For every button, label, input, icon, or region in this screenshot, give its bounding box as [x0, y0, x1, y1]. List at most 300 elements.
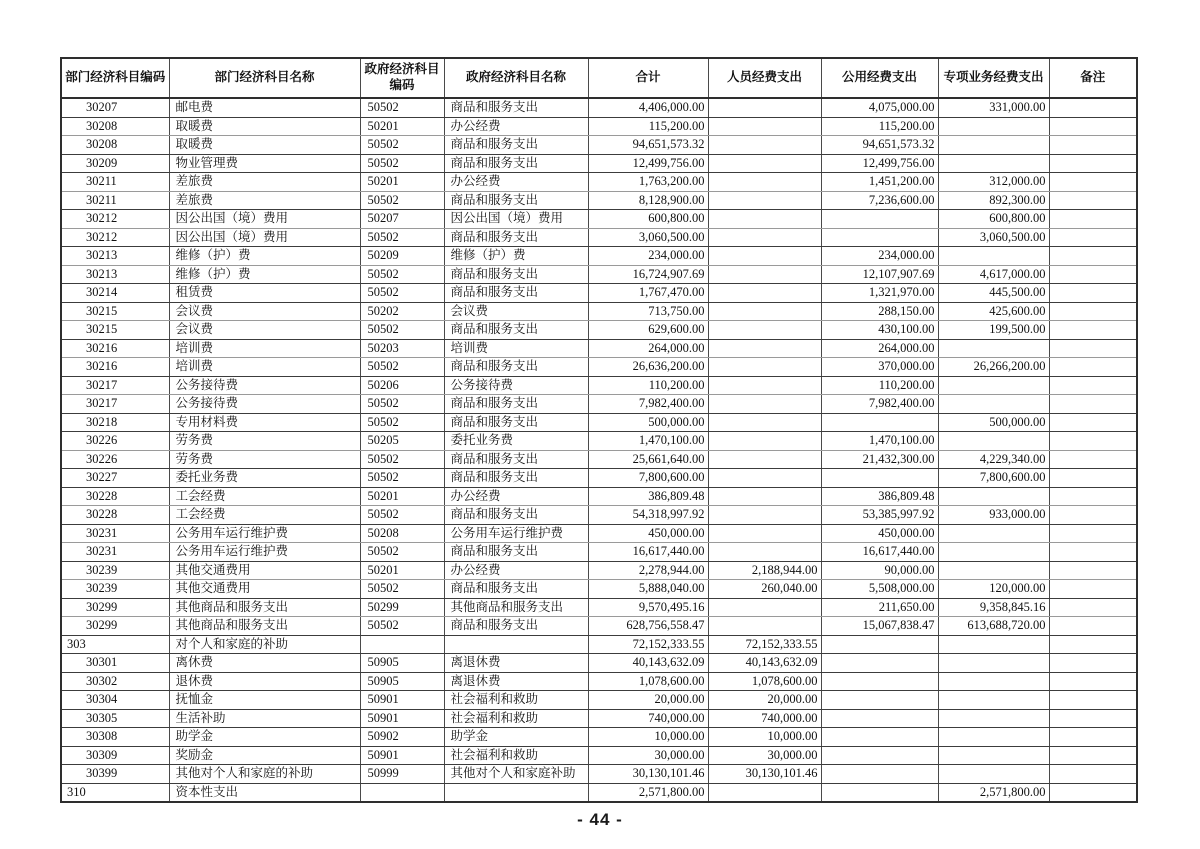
remark-cell — [1049, 487, 1137, 506]
dept-code-cell: 30399 — [61, 765, 169, 784]
total-cell: 600,800.00 — [588, 210, 708, 229]
total-cell: 94,651,573.32 — [588, 136, 708, 155]
public-expense-cell — [821, 691, 938, 710]
gov-code-cell: 50905 — [360, 672, 444, 691]
col-header-personnel: 人员经费支出 — [708, 58, 821, 98]
total-cell: 25,661,640.00 — [588, 450, 708, 469]
total-cell: 16,724,907.69 — [588, 265, 708, 284]
dept-code-cell: 30215 — [61, 321, 169, 340]
gov-code-cell: 50502 — [360, 191, 444, 210]
total-cell: 3,060,500.00 — [588, 228, 708, 247]
special-expense-cell — [938, 432, 1049, 451]
dept-name-cell: 取暖费 — [169, 136, 360, 155]
table-row — [61, 395, 1137, 414]
gov-name-cell: 商品和服务支出 — [444, 136, 588, 155]
table-row — [61, 506, 1137, 525]
special-expense-cell — [938, 154, 1049, 173]
total-cell: 2,571,800.00 — [588, 783, 708, 802]
gov-name-cell: 培训费 — [444, 339, 588, 358]
public-expense-cell — [821, 469, 938, 488]
total-cell: 4,406,000.00 — [588, 98, 708, 117]
dept-name-cell: 其他交通费用 — [169, 561, 360, 580]
remark-cell — [1049, 247, 1137, 266]
dept-name-cell: 其他商品和服务支出 — [169, 598, 360, 617]
table-row — [61, 413, 1137, 432]
table-row — [61, 247, 1137, 266]
total-cell: 500,000.00 — [588, 413, 708, 432]
special-expense-cell — [938, 117, 1049, 136]
dept-name-cell: 工会经费 — [169, 487, 360, 506]
gov-code-cell: 50201 — [360, 561, 444, 580]
dept-name-cell: 助学金 — [169, 728, 360, 747]
remark-cell — [1049, 265, 1137, 284]
gov-name-cell: 因公出国（境）费用 — [444, 210, 588, 229]
gov-name-cell: 委托业务费 — [444, 432, 588, 451]
dept-code-cell: 30226 — [61, 432, 169, 451]
remark-cell — [1049, 746, 1137, 765]
table-header — [61, 58, 1137, 98]
table-body — [61, 98, 1137, 802]
gov-name-cell: 商品和服务支出 — [444, 395, 588, 414]
gov-code-cell: 50999 — [360, 765, 444, 784]
personnel-expense-cell — [708, 395, 821, 414]
total-cell: 2,278,944.00 — [588, 561, 708, 580]
gov-code-cell: 50905 — [360, 654, 444, 673]
dept-name-cell: 劳务费 — [169, 432, 360, 451]
special-expense-cell: 120,000.00 — [938, 580, 1049, 599]
personnel-expense-cell — [708, 506, 821, 525]
personnel-expense-cell: 20,000.00 — [708, 691, 821, 710]
gov-code-cell — [360, 783, 444, 802]
table-row — [61, 635, 1137, 654]
public-expense-cell — [821, 746, 938, 765]
dept-name-cell: 会议费 — [169, 321, 360, 340]
total-cell: 115,200.00 — [588, 117, 708, 136]
gov-name-cell: 社会福利和救助 — [444, 746, 588, 765]
table-row — [61, 617, 1137, 636]
total-cell: 629,600.00 — [588, 321, 708, 340]
table-row — [61, 191, 1137, 210]
gov-name-cell — [444, 635, 588, 654]
dept-code-cell: 30214 — [61, 284, 169, 303]
dept-code-cell: 30216 — [61, 339, 169, 358]
total-cell: 7,800,600.00 — [588, 469, 708, 488]
total-cell: 264,000.00 — [588, 339, 708, 358]
total-cell: 7,982,400.00 — [588, 395, 708, 414]
gov-code-cell: 50205 — [360, 432, 444, 451]
public-expense-cell: 288,150.00 — [821, 302, 938, 321]
table-row — [61, 524, 1137, 543]
gov-code-cell: 50502 — [360, 284, 444, 303]
gov-code-cell: 50299 — [360, 598, 444, 617]
gov-code-cell: 50502 — [360, 98, 444, 117]
total-cell: 1,078,600.00 — [588, 672, 708, 691]
public-expense-cell: 4,075,000.00 — [821, 98, 938, 117]
gov-code-cell: 50902 — [360, 728, 444, 747]
dept-name-cell: 对个人和家庭的补助 — [169, 635, 360, 654]
dept-code-cell: 30304 — [61, 691, 169, 710]
total-cell: 1,470,100.00 — [588, 432, 708, 451]
personnel-expense-cell — [708, 228, 821, 247]
table-row — [61, 469, 1137, 488]
personnel-expense-cell — [708, 543, 821, 562]
dept-code-cell: 30299 — [61, 617, 169, 636]
gov-code-cell: 50502 — [360, 358, 444, 377]
dept-code-cell: 30227 — [61, 469, 169, 488]
personnel-expense-cell — [708, 321, 821, 340]
gov-code-cell: 50502 — [360, 450, 444, 469]
gov-code-cell — [360, 635, 444, 654]
special-expense-cell — [938, 746, 1049, 765]
gov-name-cell: 办公经费 — [444, 173, 588, 192]
gov-name-cell: 其他商品和服务支出 — [444, 598, 588, 617]
gov-name-cell: 商品和服务支出 — [444, 580, 588, 599]
total-cell: 26,636,200.00 — [588, 358, 708, 377]
public-expense-cell: 12,107,907.69 — [821, 265, 938, 284]
dept-name-cell: 委托业务费 — [169, 469, 360, 488]
special-expense-cell: 600,800.00 — [938, 210, 1049, 229]
personnel-expense-cell: 1,078,600.00 — [708, 672, 821, 691]
public-expense-cell — [821, 783, 938, 802]
table-row — [61, 672, 1137, 691]
gov-code-cell: 50502 — [360, 580, 444, 599]
total-cell: 12,499,756.00 — [588, 154, 708, 173]
gov-name-cell: 维修（护）费 — [444, 247, 588, 266]
public-expense-cell — [821, 728, 938, 747]
total-cell: 1,763,200.00 — [588, 173, 708, 192]
public-expense-cell: 234,000.00 — [821, 247, 938, 266]
remark-cell — [1049, 395, 1137, 414]
dept-code-cell: 30231 — [61, 524, 169, 543]
gov-name-cell: 商品和服务支出 — [444, 98, 588, 117]
dept-code-cell: 30305 — [61, 709, 169, 728]
dept-code-cell: 30213 — [61, 265, 169, 284]
remark-cell — [1049, 654, 1137, 673]
total-cell: 713,750.00 — [588, 302, 708, 321]
dept-code-cell: 30309 — [61, 746, 169, 765]
personnel-expense-cell — [708, 302, 821, 321]
personnel-expense-cell — [708, 339, 821, 358]
special-expense-cell: 445,500.00 — [938, 284, 1049, 303]
table-row — [61, 302, 1137, 321]
public-expense-cell — [821, 635, 938, 654]
table-row — [61, 376, 1137, 395]
special-expense-cell: 3,060,500.00 — [938, 228, 1049, 247]
col-header-total: 合计 — [588, 58, 708, 98]
total-cell: 386,809.48 — [588, 487, 708, 506]
table-row — [61, 228, 1137, 247]
remark-cell — [1049, 691, 1137, 710]
remark-cell — [1049, 173, 1137, 192]
gov-name-cell: 助学金 — [444, 728, 588, 747]
table-row — [61, 358, 1137, 377]
dept-name-cell: 培训费 — [169, 358, 360, 377]
special-expense-cell — [938, 691, 1049, 710]
personnel-expense-cell: 740,000.00 — [708, 709, 821, 728]
gov-name-cell: 商品和服务支出 — [444, 228, 588, 247]
special-expense-cell — [938, 635, 1049, 654]
gov-code-cell: 50502 — [360, 543, 444, 562]
total-cell: 16,617,440.00 — [588, 543, 708, 562]
total-cell: 110,200.00 — [588, 376, 708, 395]
table-row — [61, 765, 1137, 784]
personnel-expense-cell — [708, 487, 821, 506]
gov-code-cell: 50502 — [360, 228, 444, 247]
special-expense-cell — [938, 654, 1049, 673]
dept-code-cell: 30302 — [61, 672, 169, 691]
col-header-remark: 备注 — [1049, 58, 1137, 98]
table-row — [61, 284, 1137, 303]
remark-cell — [1049, 228, 1137, 247]
special-expense-cell — [938, 247, 1049, 266]
special-expense-cell — [938, 728, 1049, 747]
dept-name-cell: 其他交通费用 — [169, 580, 360, 599]
special-expense-cell: 26,266,200.00 — [938, 358, 1049, 377]
gov-name-cell: 离退休费 — [444, 672, 588, 691]
personnel-expense-cell — [708, 136, 821, 155]
remark-cell — [1049, 728, 1137, 747]
remark-cell — [1049, 302, 1137, 321]
personnel-expense-cell — [708, 284, 821, 303]
gov-code-cell: 50502 — [360, 321, 444, 340]
special-expense-cell: 4,617,000.00 — [938, 265, 1049, 284]
public-expense-cell: 7,982,400.00 — [821, 395, 938, 414]
gov-name-cell: 办公经费 — [444, 561, 588, 580]
table-row — [61, 98, 1137, 117]
personnel-expense-cell — [708, 191, 821, 210]
gov-code-cell: 50207 — [360, 210, 444, 229]
table-row — [61, 265, 1137, 284]
total-cell: 72,152,333.55 — [588, 635, 708, 654]
public-expense-cell: 430,100.00 — [821, 321, 938, 340]
special-expense-cell — [938, 709, 1049, 728]
table-row — [61, 154, 1137, 173]
gov-code-cell: 50901 — [360, 746, 444, 765]
table-row — [61, 543, 1137, 562]
col-header-public: 公用经费支出 — [821, 58, 938, 98]
remark-cell — [1049, 783, 1137, 802]
gov-code-cell: 50502 — [360, 395, 444, 414]
public-expense-cell — [821, 709, 938, 728]
dept-name-cell: 培训费 — [169, 339, 360, 358]
gov-code-cell: 50502 — [360, 617, 444, 636]
total-cell: 450,000.00 — [588, 524, 708, 543]
special-expense-cell: 2,571,800.00 — [938, 783, 1049, 802]
gov-code-cell: 50502 — [360, 506, 444, 525]
dept-name-cell: 取暖费 — [169, 117, 360, 136]
public-expense-cell: 5,508,000.00 — [821, 580, 938, 599]
gov-code-cell: 50203 — [360, 339, 444, 358]
table-row — [61, 783, 1137, 802]
dept-code-cell: 30299 — [61, 598, 169, 617]
public-expense-cell: 94,651,573.32 — [821, 136, 938, 155]
remark-cell — [1049, 524, 1137, 543]
table-row — [61, 654, 1137, 673]
personnel-expense-cell: 30,130,101.46 — [708, 765, 821, 784]
dept-name-cell: 退休费 — [169, 672, 360, 691]
gov-name-cell: 商品和服务支出 — [444, 321, 588, 340]
page-number: - 44 - — [577, 810, 623, 829]
gov-code-cell: 50502 — [360, 136, 444, 155]
public-expense-cell: 1,470,100.00 — [821, 432, 938, 451]
remark-cell — [1049, 413, 1137, 432]
remark-cell — [1049, 635, 1137, 654]
remark-cell — [1049, 321, 1137, 340]
public-expense-cell — [821, 765, 938, 784]
dept-name-cell: 工会经费 — [169, 506, 360, 525]
total-cell: 30,130,101.46 — [588, 765, 708, 784]
gov-code-cell: 50502 — [360, 413, 444, 432]
dept-name-cell: 会议费 — [169, 302, 360, 321]
table-row — [61, 210, 1137, 229]
personnel-expense-cell: 40,143,632.09 — [708, 654, 821, 673]
special-expense-cell: 7,800,600.00 — [938, 469, 1049, 488]
special-expense-cell: 500,000.00 — [938, 413, 1049, 432]
total-cell: 30,000.00 — [588, 746, 708, 765]
remark-cell — [1049, 765, 1137, 784]
gov-code-cell: 50206 — [360, 376, 444, 395]
gov-name-cell: 办公经费 — [444, 117, 588, 136]
public-expense-cell: 386,809.48 — [821, 487, 938, 506]
table-row — [61, 580, 1137, 599]
personnel-expense-cell — [708, 210, 821, 229]
personnel-expense-cell — [708, 117, 821, 136]
dept-code-cell: 30217 — [61, 376, 169, 395]
table-row — [61, 561, 1137, 580]
gov-code-cell: 50502 — [360, 154, 444, 173]
public-expense-cell — [821, 654, 938, 673]
table-row — [61, 173, 1137, 192]
special-expense-cell — [938, 672, 1049, 691]
gov-code-cell: 50208 — [360, 524, 444, 543]
public-expense-cell: 7,236,600.00 — [821, 191, 938, 210]
total-cell: 40,143,632.09 — [588, 654, 708, 673]
remark-cell — [1049, 580, 1137, 599]
gov-name-cell: 商品和服务支出 — [444, 358, 588, 377]
personnel-expense-cell — [708, 450, 821, 469]
special-expense-cell: 933,000.00 — [938, 506, 1049, 525]
personnel-expense-cell — [708, 617, 821, 636]
remark-cell — [1049, 339, 1137, 358]
dept-code-cell: 30211 — [61, 173, 169, 192]
special-expense-cell — [938, 543, 1049, 562]
total-cell: 740,000.00 — [588, 709, 708, 728]
personnel-expense-cell — [708, 98, 821, 117]
remark-cell — [1049, 561, 1137, 580]
remark-cell — [1049, 98, 1137, 117]
dept-code-cell: 310 — [61, 783, 169, 802]
table-row — [61, 136, 1137, 155]
personnel-expense-cell — [708, 432, 821, 451]
remark-cell — [1049, 672, 1137, 691]
gov-code-cell: 50201 — [360, 117, 444, 136]
personnel-expense-cell: 260,040.00 — [708, 580, 821, 599]
public-expense-cell: 1,451,200.00 — [821, 173, 938, 192]
gov-code-cell: 50201 — [360, 487, 444, 506]
public-expense-cell: 90,000.00 — [821, 561, 938, 580]
table-row — [61, 450, 1137, 469]
table-row — [61, 432, 1137, 451]
gov-code-cell: 50901 — [360, 709, 444, 728]
remark-cell — [1049, 284, 1137, 303]
public-expense-cell — [821, 413, 938, 432]
dept-name-cell: 抚恤金 — [169, 691, 360, 710]
dept-name-cell: 离休费 — [169, 654, 360, 673]
dept-code-cell: 30212 — [61, 228, 169, 247]
dept-code-cell: 30211 — [61, 191, 169, 210]
public-expense-cell: 211,650.00 — [821, 598, 938, 617]
remark-cell — [1049, 136, 1137, 155]
gov-name-cell: 商品和服务支出 — [444, 413, 588, 432]
public-expense-cell: 264,000.00 — [821, 339, 938, 358]
dept-code-cell: 30208 — [61, 117, 169, 136]
gov-code-cell: 50502 — [360, 265, 444, 284]
dept-code-cell: 30207 — [61, 98, 169, 117]
gov-name-cell: 商品和服务支出 — [444, 469, 588, 488]
public-expense-cell: 1,321,970.00 — [821, 284, 938, 303]
special-expense-cell: 312,000.00 — [938, 173, 1049, 192]
remark-cell — [1049, 191, 1137, 210]
personnel-expense-cell — [708, 413, 821, 432]
dept-code-cell: 30209 — [61, 154, 169, 173]
table-row — [61, 117, 1137, 136]
special-expense-cell: 892,300.00 — [938, 191, 1049, 210]
dept-code-cell: 303 — [61, 635, 169, 654]
gov-code-cell: 50201 — [360, 173, 444, 192]
remark-cell — [1049, 450, 1137, 469]
special-expense-cell — [938, 339, 1049, 358]
special-expense-cell: 4,229,340.00 — [938, 450, 1049, 469]
table-row — [61, 321, 1137, 340]
budget-table-container — [60, 57, 1136, 803]
gov-name-cell: 商品和服务支出 — [444, 450, 588, 469]
gov-name-cell: 商品和服务支出 — [444, 284, 588, 303]
table-row — [61, 746, 1137, 765]
gov-name-cell: 社会福利和救助 — [444, 691, 588, 710]
public-expense-cell: 21,432,300.00 — [821, 450, 938, 469]
personnel-expense-cell — [708, 358, 821, 377]
special-expense-cell — [938, 136, 1049, 155]
special-expense-cell: 9,358,845.16 — [938, 598, 1049, 617]
dept-name-cell: 生活补助 — [169, 709, 360, 728]
personnel-expense-cell — [708, 376, 821, 395]
dept-name-cell: 其他商品和服务支出 — [169, 617, 360, 636]
gov-name-cell: 商品和服务支出 — [444, 617, 588, 636]
public-expense-cell: 16,617,440.00 — [821, 543, 938, 562]
personnel-expense-cell: 30,000.00 — [708, 746, 821, 765]
gov-name-cell: 公务用车运行维护费 — [444, 524, 588, 543]
dept-name-cell: 公务用车运行维护费 — [169, 524, 360, 543]
dept-code-cell: 30308 — [61, 728, 169, 747]
gov-code-cell: 50202 — [360, 302, 444, 321]
personnel-expense-cell — [708, 598, 821, 617]
special-expense-cell — [938, 561, 1049, 580]
special-expense-cell: 331,000.00 — [938, 98, 1049, 117]
public-expense-cell: 15,067,838.47 — [821, 617, 938, 636]
remark-cell — [1049, 469, 1137, 488]
gov-code-cell: 50901 — [360, 691, 444, 710]
dept-name-cell: 物业管理费 — [169, 154, 360, 173]
dept-name-cell: 维修（护）费 — [169, 265, 360, 284]
remark-cell — [1049, 506, 1137, 525]
dept-code-cell: 30239 — [61, 561, 169, 580]
remark-cell — [1049, 598, 1137, 617]
total-cell: 1,767,470.00 — [588, 284, 708, 303]
special-expense-cell — [938, 395, 1049, 414]
public-expense-cell: 12,499,756.00 — [821, 154, 938, 173]
table-row — [61, 691, 1137, 710]
remark-cell — [1049, 154, 1137, 173]
